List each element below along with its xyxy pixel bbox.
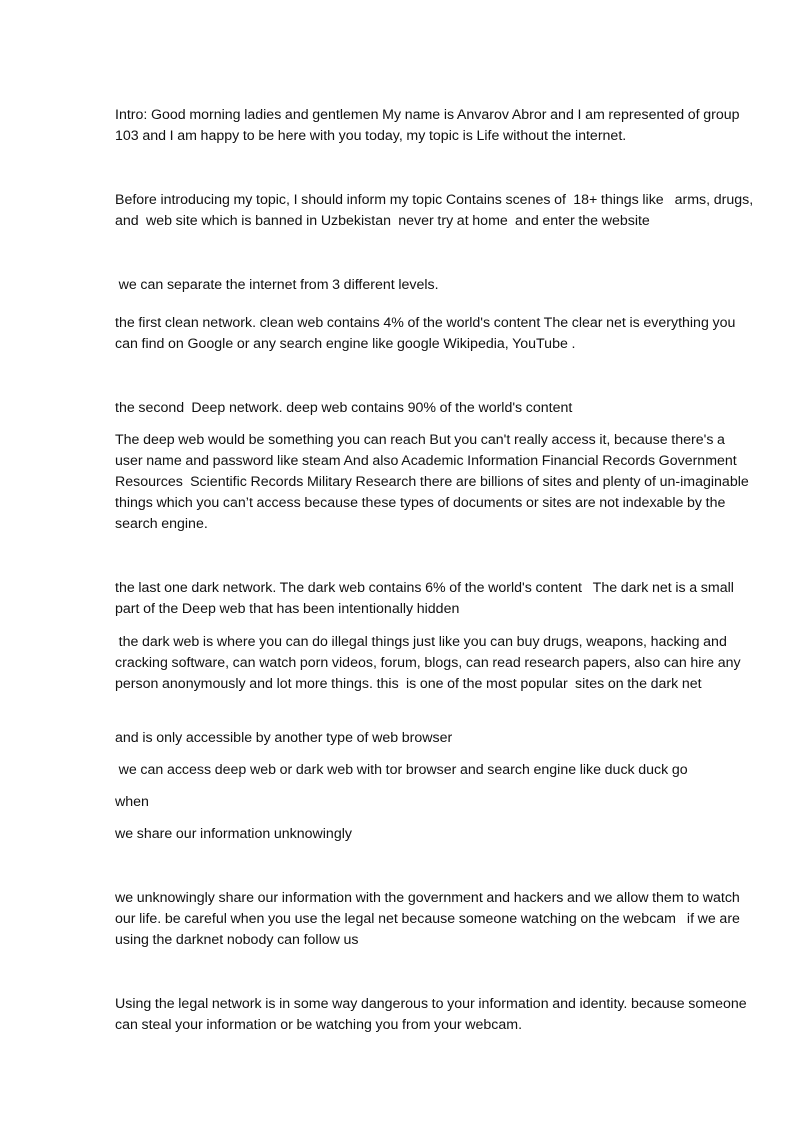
paragraph-share: we unknowingly share our information with the government and hackers and we allow them to watch our life. be careful when you use the legal net because someone watching on the webcam if we are using the darknet nobody can follow us <box>115 890 744 948</box>
paragraph-dark-net: the last one dark network. The dark web contains 6% of the world's content The dark net is a small part of the Deep web that has been intentionally hidden <box>115 580 738 617</box>
paragraph-legal-net: Using the legal network is in some way dangerous to your information and identity. because someone can steal your information or be watching you from your webcam. <box>115 996 751 1033</box>
paragraph-warning: Before introducing my topic, I should inform my topic Contains scenes of 18+ things like arms, drugs, and web site which is banned in Uzbekistan never try at home and enter the website <box>115 192 757 229</box>
paragraph-levels: we can separate the internet from 3 different levels. <box>115 277 439 293</box>
paragraph-when: when <box>115 794 149 810</box>
paragraph-deep-net-heading: the second Deep network. deep web contains 90% of the world's content <box>115 400 573 416</box>
paragraph-deep-web: The deep web would be something you can reach But you can't really access it, because there's a user name and password like steam And also Academic Information Financial Records Government Resources Scientific Records Military Research there are billions of sites and plenty of un-imaginable things which you can’t access because these types of documents or sites are not indexable by the search engine. <box>115 432 753 532</box>
paragraph-share-heading: we share our information unknowingly <box>115 826 352 842</box>
paragraph-browser: and is only accessible by another type of web browser <box>115 730 453 746</box>
paragraph-clear-net: the first clean network. clean web contains 4% of the world's content The clear net is everything you can find on Google or any search engine like google Wikipedia, YouTube . <box>115 315 740 352</box>
paragraph-dark-web: the dark web is where you can do illegal things just like you can buy drugs, weapons, hacking and cracking software, can watch porn videos, forum, blogs, can read research papers, also can hire any person anonymously and lot more things. this is one of the most popular sites on the dark net <box>115 634 745 692</box>
paragraph-tor: we can access deep web or dark web with tor browser and search engine like duck duck go <box>115 762 688 778</box>
paragraph-intro: Intro: Good morning ladies and gentlemen My name is Anvarov Abror and I am represented of group 103 and I am happy to be here with you today, my topic is Life without the internet. <box>115 107 744 144</box>
